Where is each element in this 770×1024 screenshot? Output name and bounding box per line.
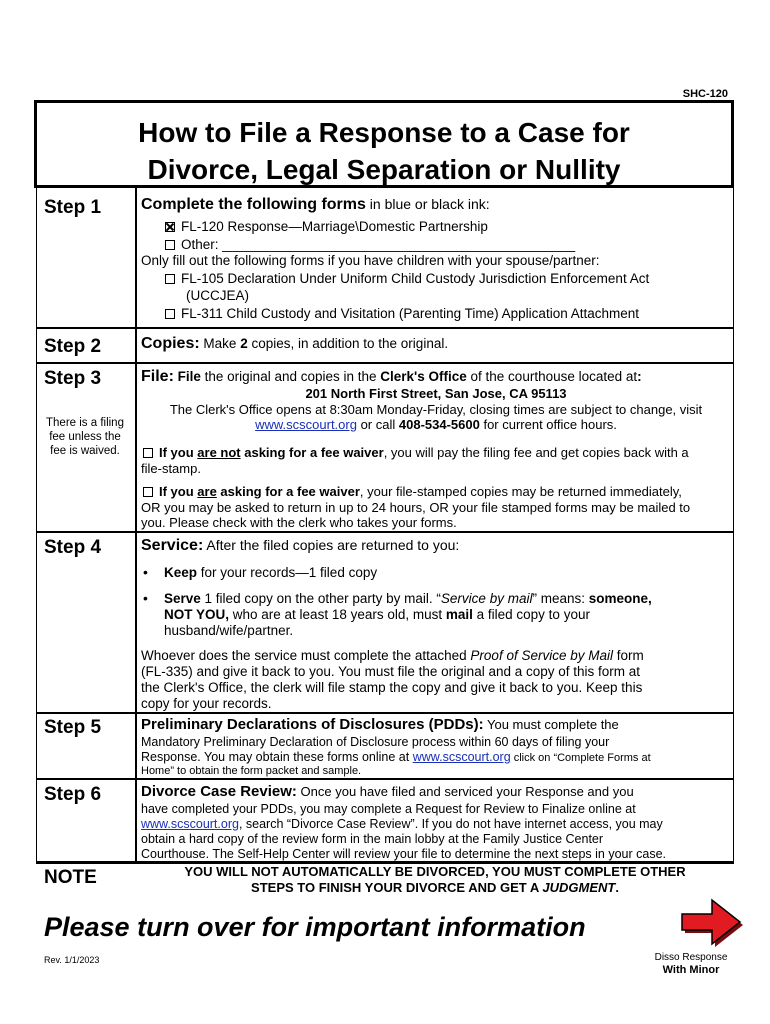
no-fee-waiver-option[interactable]: If you are not asking for a fee waiver, you will pay the filing fee and get copies back with a xyxy=(143,445,689,461)
checklist-item-fl120[interactable]: FL-120 Response—Marriage\Domestic Partnership xyxy=(165,219,488,235)
checklist-item-other[interactable]: Other: _______________________________________________ xyxy=(165,237,575,253)
note-label: NOTE xyxy=(44,867,97,888)
checkbox-icon[interactable] xyxy=(143,448,153,458)
fee-side-note: There is a filing fee unless the fee is waived. xyxy=(46,417,124,457)
whoever-line4: copy for your records. xyxy=(141,696,272,711)
step-1-label: Step 1 xyxy=(44,197,102,218)
step-3-heading: File: File the original and copies in the Clerk's Office of the courthouse located at: xyxy=(141,368,642,385)
right-arrow-icon xyxy=(676,892,746,957)
checklist-item-fl311[interactable]: FL-311 Child Custody and Visitation (Parenting Time) Application Attachment xyxy=(165,306,639,322)
row-divider xyxy=(36,362,734,364)
scscourt-link[interactable]: www.scscourt.org xyxy=(412,750,511,764)
children-note: Only fill out the following forms if you have children with your spouse/partner: xyxy=(141,253,600,268)
row-divider xyxy=(36,778,734,780)
scscourt-link[interactable]: www.scscourt.org xyxy=(255,417,357,432)
step-2-text: Copies: Make 2 copies, in addition to the original. xyxy=(141,335,449,352)
checkbox-icon[interactable] xyxy=(143,487,153,497)
row-divider xyxy=(36,531,734,533)
note-line1: YOU WILL NOT AUTOMATICALLY BE DIVORCED, YOU MUST COMPLETE OTHER xyxy=(184,864,686,879)
bullet-icon: • xyxy=(143,564,148,580)
form-code: SHC-120 xyxy=(682,88,728,100)
serve-copy-line3: husband/wife/partner. xyxy=(164,623,294,638)
whoever-line2: (FL-335) and give it back to you. You must file the original and a copy of this form at xyxy=(141,664,641,679)
scscourt-link[interactable]: www.scscourt.org xyxy=(141,817,239,831)
keep-copy-item: Keep for your records—1 filed copy xyxy=(164,565,378,580)
checklist-item-fl105[interactable]: FL-105 Declaration Under Uniform Child Custody Jurisdiction Enforcement Act xyxy=(165,271,649,287)
step-5-label: Step 5 xyxy=(44,717,102,738)
step-3-label: Step 3 xyxy=(44,368,102,389)
step-6-line3: www.scscourt.org, search “Divorce Case Review”. If you do not have internet access, you may xyxy=(141,817,663,831)
office-hours-line1: The Clerk's Office opens at 8:30am Monday-Friday, closing times are subject to change, visit xyxy=(169,402,703,417)
courthouse-address: 201 North First Street, San Jose, CA 95113 xyxy=(305,386,567,401)
step-5-line4: Home” to obtain the form packet and sample. xyxy=(141,765,362,777)
form-packet-label: Disso Response With Minor xyxy=(654,952,728,976)
bullet-icon: • xyxy=(143,590,148,606)
note-line2: STEPS TO FINISH YOUR DIVORCE AND GET A JUDGMENT. xyxy=(251,880,619,895)
step-6-line5: Courthouse. The Self-Help Center will review your file to determine the next steps in your case. xyxy=(141,847,667,861)
title-box xyxy=(34,100,734,188)
step-4-label: Step 4 xyxy=(44,537,102,558)
step-4-heading: Service: After the filed copies are returned to you: xyxy=(141,537,460,554)
step-6-heading: Divorce Case Review: Once you have filed and serviced your Response and you xyxy=(141,783,634,800)
checkbox-icon[interactable] xyxy=(165,309,175,319)
fee-waiver-line3: you. Please check with the clerk who takes your forms. xyxy=(141,515,457,530)
fl105-continuation: (UCCJEA) xyxy=(186,288,249,303)
turn-over-notice: Please turn over for important information xyxy=(44,912,586,942)
serve-copy-line2: NOT YOU, who are at least 18 years old, must mail a filed copy to your xyxy=(164,607,590,622)
no-fee-waiver-line2: file-stamp. xyxy=(141,461,201,476)
checkbox-icon[interactable] xyxy=(165,274,175,284)
checkbox-icon[interactable] xyxy=(165,240,175,250)
step-6-line2: have completed your PDDs, you may complete a Request for Review to Finalize online at xyxy=(141,802,636,816)
column-divider xyxy=(135,188,137,864)
step-6-line4: obtain a hard copy of the review form in the main lobby at the Family Justice Center xyxy=(141,832,604,846)
fee-waiver-line2: OR you may be asked to return in up to 24 hours, OR your file stamped forms may be mailed to xyxy=(141,500,691,515)
clerk-phone: 408-534-5600 xyxy=(398,417,480,432)
step-2-label: Step 2 xyxy=(44,336,102,357)
right-arrow-icon xyxy=(676,892,746,952)
step-6-label: Step 6 xyxy=(44,784,102,805)
office-hours-line2: www.scscourt.org or call 408-534-5600 for current office hours. xyxy=(255,417,617,432)
step-1-heading: Complete the following forms in blue or black ink: xyxy=(141,196,490,213)
row-divider xyxy=(36,712,734,714)
page-title-line1: How to File a Response to a Case for xyxy=(138,117,630,148)
fee-waiver-option[interactable]: If you are asking for a fee waiver, your file-stamped copies may be returned immediately, xyxy=(143,484,682,500)
row-divider xyxy=(36,327,734,329)
whoever-line1: Whoever does the service must complete the attached Proof of Service by Mail form xyxy=(141,648,644,663)
whoever-line3: the Clerk's Office, the clerk will file stamp the copy and give it back to you. Keep this xyxy=(141,680,643,695)
page-title-line2: Divorce, Legal Separation or Nullity xyxy=(147,154,621,185)
step-5-line2: Mandatory Preliminary Declaration of Disclosure process within 60 days of filing your xyxy=(141,735,610,749)
revision-date: Rev. 1/1/2023 xyxy=(44,955,100,965)
step-5-heading: Preliminary Declarations of Disclosures (PDDs): You must complete the xyxy=(141,716,619,733)
checkbox-icon[interactable] xyxy=(165,222,175,232)
serve-copy-item: Serve 1 filed copy on the other party by mail. “Service by mail” means: someone, xyxy=(164,591,652,606)
step-5-line3: Response. You may obtain these forms online at www.scscourt.org click on “Complete Forms at xyxy=(141,750,651,764)
